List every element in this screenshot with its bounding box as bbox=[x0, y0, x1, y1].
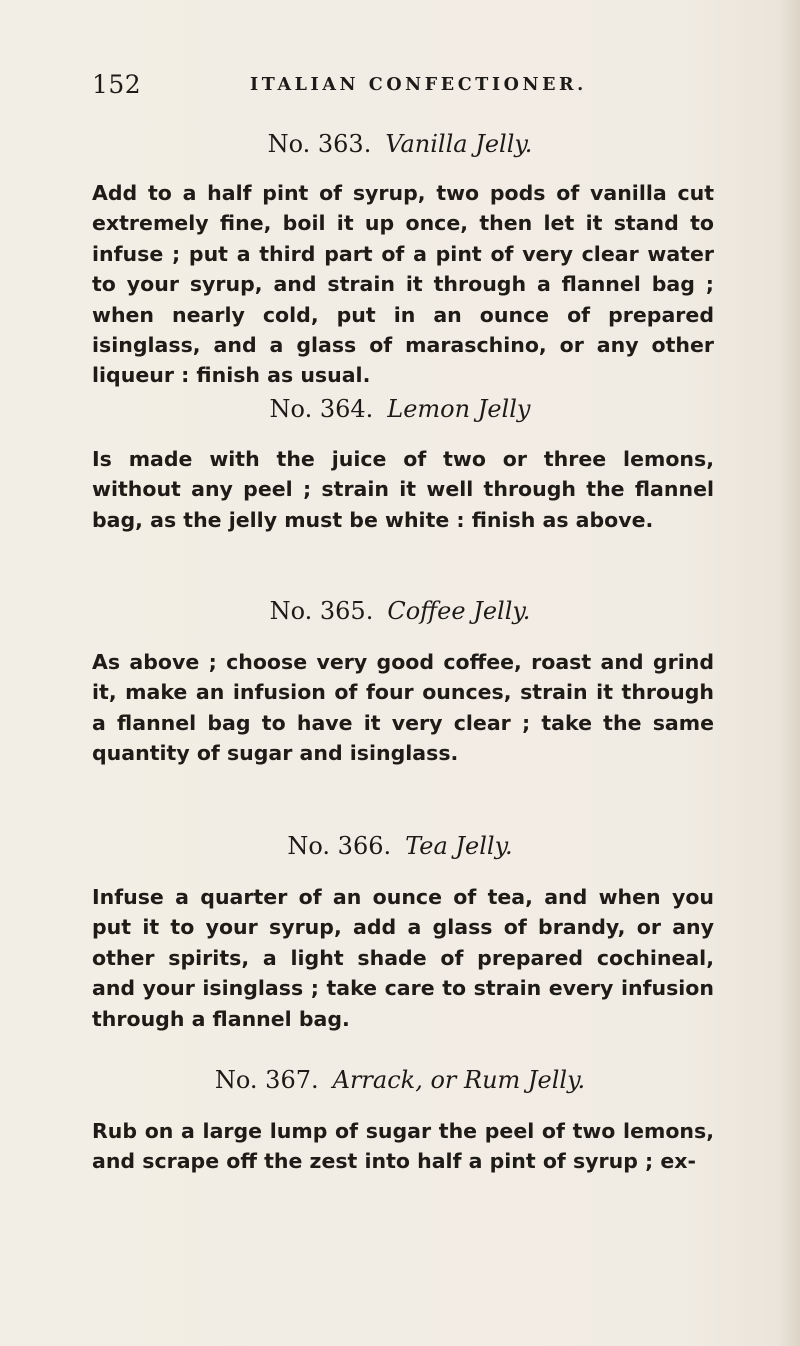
recipe-title: Coffee Jelly. bbox=[387, 597, 531, 625]
recipe-body-366: Infuse a quarter of an ounce of tea, and when you put it to your syrup, add a glass of brandy, or any other spirits, a light shade of prepared cochineal, and your isinglass ; take care to strain every infusion through a flannel bag. bbox=[92, 885, 714, 1031]
page-number: 152 bbox=[92, 70, 142, 99]
recipe-title: Tea Jelly. bbox=[405, 832, 513, 860]
recipe-number: No. 365. bbox=[269, 597, 374, 625]
recipe-heading-367 bbox=[0, 1066, 800, 1094]
recipe-number: No. 366. bbox=[287, 832, 392, 860]
recipe-title: Vanilla Jelly. bbox=[385, 130, 533, 158]
recipe-number: No. 364. bbox=[269, 395, 374, 423]
recipe-body-363: Add to a half pint of syrup, two pods of vanilla cut extremely fine, boil it up once, then let it stand to infuse ; put a third part of a pint of very clear water to your syrup, and strain it through a flannel bag ; when nearly cold, put in an ounce of prepared isinglass, and a glass of maraschino, or any other liqueur : finish as usual. bbox=[92, 181, 714, 388]
recipe-number: No. 367. bbox=[214, 1066, 319, 1094]
recipe-title: Lemon Jelly bbox=[387, 395, 531, 423]
recipe-body-367: Rub on a large lump of sugar the peel of two lemons, and scrape off the zest into half a pint of syrup ; ex- bbox=[92, 1119, 714, 1174]
recipe-body-365: As above ; choose very good coffee, roast and grind it, make an infusion of four ounces, strain it through a flannel bag to have it very clear ; take the same quantity of sugar and isinglass. bbox=[92, 650, 714, 766]
recipe-heading-365 bbox=[0, 597, 800, 625]
recipe-heading-363 bbox=[0, 130, 800, 158]
running-head-title: ITALIAN CONFECTIONER. bbox=[250, 75, 587, 95]
recipe-heading-366 bbox=[0, 832, 800, 860]
recipe-heading-364 bbox=[0, 395, 800, 423]
running-head bbox=[92, 70, 732, 110]
recipe-title: Arrack, or Rum Jelly. bbox=[332, 1066, 586, 1094]
page-edge-shadow bbox=[778, 0, 800, 1346]
recipe-body-364: Is made with the juice of two or three lemons, without any peel ; strain it well through the flannel bag, as the jelly must be white : finish as above. bbox=[92, 447, 714, 532]
recipe-number: No. 363. bbox=[267, 130, 372, 158]
